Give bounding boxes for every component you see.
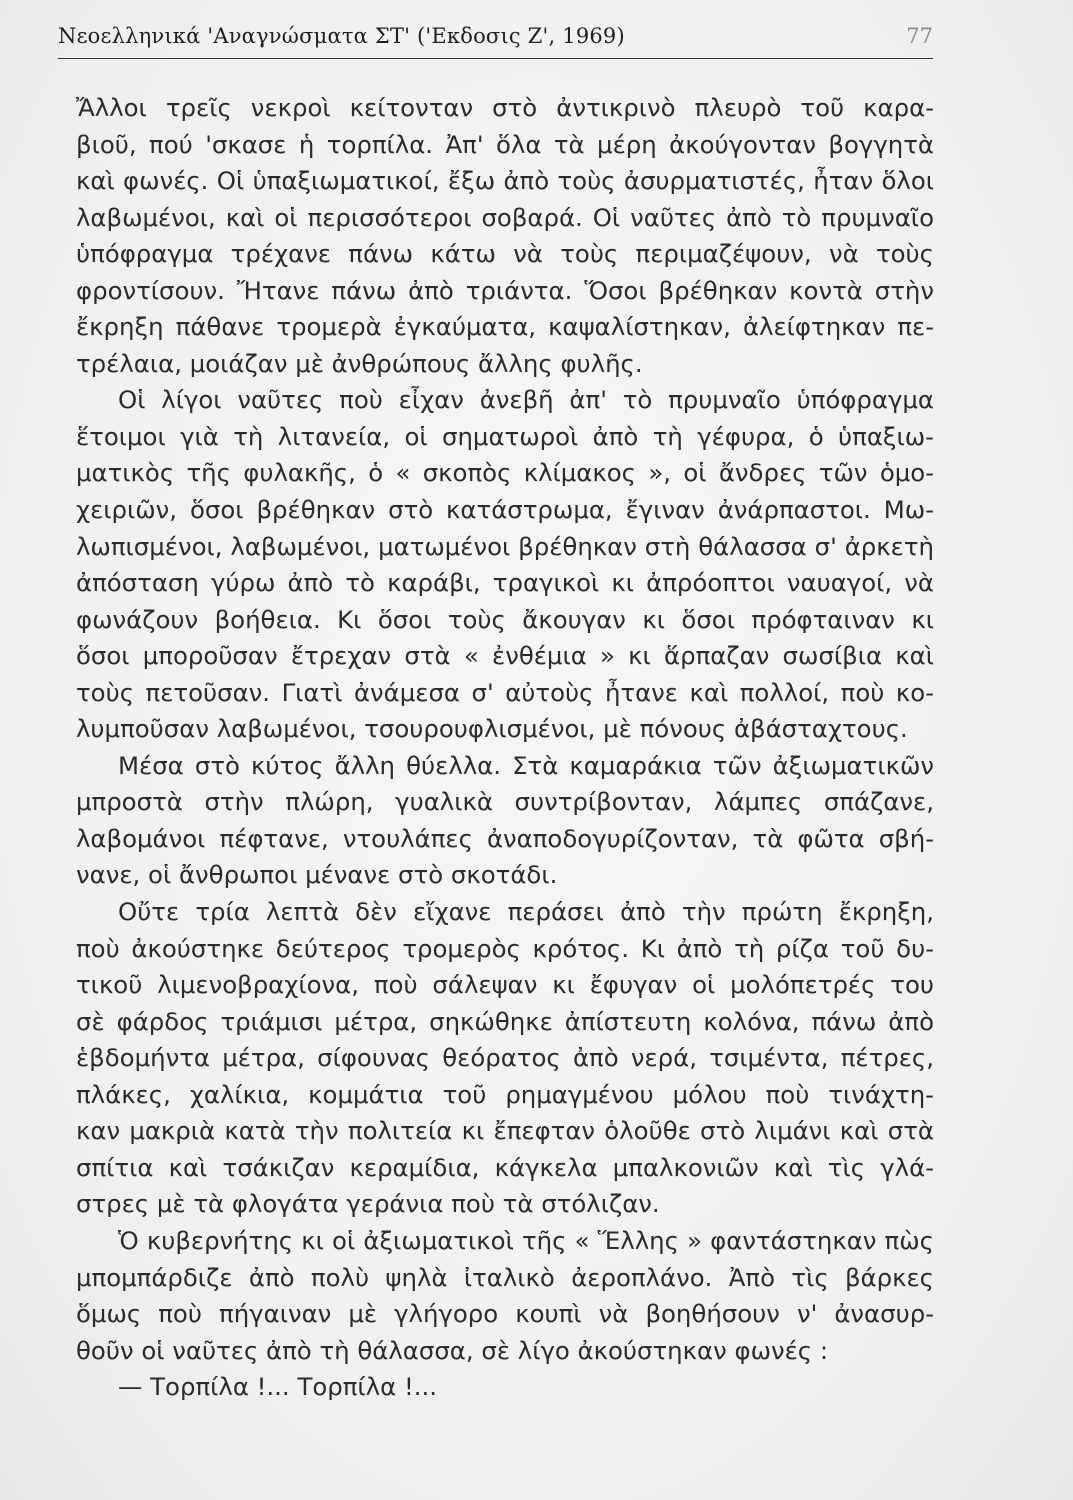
paragraph xyxy=(76,1223,934,1369)
text-line: ἔκρηξη πάθανε τρομερὰ ἐγκαύματα, καψαλίστηκαν, ἀλείφτηκαν πε- xyxy=(76,312,934,342)
text-line: πλάκες, χαλίκια, κομμάτια τοῦ ρημαγμένου μόλου ποὺ τινάχτη- xyxy=(76,1079,934,1109)
text-line: καν μακριὰ κατὰ τὴν πολιτεία κι ἔπεφταν ὁλοῦθε στὸ λιμάνι καὶ στὰ xyxy=(76,1116,934,1146)
text-line: Ὁ κυβερνήτης κι οἱ ἀξιωματικοὶ τῆς « Ἕλλης » φαντάστηκαν πὼς xyxy=(118,1225,934,1255)
text-line: χειριῶν, ὅσοι βρέθηκαν στὸ κατάστρωμα, ἔγιναν ἀνάρπαστοι. Μω- xyxy=(76,495,934,525)
text-line: ἕτοιμοι γιὰ τὴ λιτανεία, οἱ σηματωροὶ ἀπὸ τὴ γέφυρα, ὁ ὑπαξιω- xyxy=(76,421,934,451)
paragraph xyxy=(76,1369,934,1406)
text-line: στρες μὲ τὰ φλογάτα γεράνια ποὺ τὰ στόλιζαν. xyxy=(76,1189,660,1219)
text-line: λαβωμένοι, καὶ οἱ περισσότεροι σοβαρά. Οἱ ναῦτες ἀπὸ τὸ πρυμναῖο xyxy=(76,202,934,232)
text-line: Μέσα στὸ κύτος ἄλλη θύελλα. Στὰ καμαράκια τῶν ἀξιωματικῶν xyxy=(118,750,934,780)
running-header xyxy=(58,18,933,59)
text-line: φροντίσουν. Ἤτανε πάνω ἀπὸ τριάντα. Ὅσοι βρέθηκαν κοντὰ στὴν xyxy=(76,275,934,305)
text-line: καὶ φωνές. Οἱ ὑπαξιωματικοί, ἔξω ἀπὸ τοὺς ἀσυρματιστές, ἦταν ὅλοι xyxy=(76,166,934,196)
paragraph xyxy=(76,748,934,894)
text-line: βιοῦ, πού 'σκασε ἡ τορπίλα. Ἀπ' ὅλα τὰ μέρη ἀκούγονταν βογγητὰ xyxy=(76,129,934,159)
text-line: θοῦν οἱ ναῦτες ἀπὸ τὴ θάλασσα, σὲ λίγο ἀκούστηκαν φωνές : xyxy=(76,1335,829,1365)
paragraph xyxy=(76,894,934,1223)
text-line: νανε, οἱ ἄνθρωποι μένανε στὸ σκοτάδι. xyxy=(76,860,558,890)
paragraph xyxy=(76,382,934,747)
header-title: Νεοελληνικά 'Αναγνώσματα ΣΤ' ('Εκδοσις Ζ', 1969) xyxy=(58,24,625,48)
text-line: τικοῦ λιμενοβραχίονα, ποὺ σάλεψαν κι ἔφυγαν οἱ μολόπετρές του xyxy=(76,970,934,1000)
text-line: ματικὸς τῆς φυλακῆς, ὁ « σκοπὸς κλίμακος », οἱ ἄνδρες τῶν ὁμο- xyxy=(76,458,934,488)
text-line: Οὔτε τρία λεπτὰ δὲν εἴχανε περάσει ἀπὸ τὴν πρώτη ἔκρηξη, xyxy=(118,897,934,927)
text-line: Ἄλλοι τρεῖς νεκροὶ κείτονταν στὸ ἀντικρινὸ πλευρὸ τοῦ καρα- xyxy=(76,93,934,122)
text-line: λαβομάνοι πέφτανε, ντουλάπες ἀναποδογυρίζονταν, τὰ φῶτα σβή- xyxy=(76,823,934,853)
text-line: ἑβδομήντα μέτρα, σίφουνας θεόρατος ἀπὸ νερά, τσιμέντα, πέτρες, xyxy=(76,1043,934,1073)
text-line: φωνάζουν βοήθεια. Κι ὅσοι τοὺς ἄκουγαν κι ὅσοι πρόφταιναν κι xyxy=(76,604,934,634)
text-line: σπίτια καὶ τσάκιζαν κεραμίδια, κάγκελα μπαλκονιῶν καὶ τὶς γλά- xyxy=(76,1152,934,1182)
text-line: μπομπάρδιζε ἀπὸ πολὺ ψηλὰ ἰταλικὸ ἀεροπλάνο. Ἀπὸ τὶς βάρκες xyxy=(76,1262,934,1292)
text-line: λυμποῦσαν λαβωμένοι, τσουρουφλισμένοι, μὲ πόνους ἀβάσταχτους. xyxy=(76,714,908,744)
text-line: ὑπόφραγμα τρέχανε πάνω κάτω νὰ τοὺς περιμαζέψουν, νὰ τοὺς xyxy=(76,239,934,269)
paragraph xyxy=(76,90,934,382)
text-line: τοὺς πετοῦσαν. Γιατὶ ἀνάμεσα σ' αὐτοὺς ἦτανε καὶ πολλοί, ποὺ κο- xyxy=(76,677,934,707)
text-line: μπροστὰ στὴν πλώρη, γυαλικὰ συντρίβονταν, λάμπες σπάζανε, xyxy=(76,787,934,817)
text-line: σὲ φάρδος τριάμισι μέτρα, σηκώθηκε ἀπίστευτη κολόνα, πάνω ἀπὸ xyxy=(76,1006,934,1036)
text-line: ἀπόσταση γύρω ἀπὸ τὸ καράβι, τραγικοὶ κι ἀπρόοπτοι ναυαγοί, νὰ xyxy=(76,568,934,598)
text-line: ὅμως ποὺ πήγαιναν μὲ γλήγορο κουπὶ νὰ βοηθήσουν ν' ἀνασυρ- xyxy=(76,1299,934,1329)
text-line: τρέλαια, μοιάζαν μὲ ἀνθρώπους ἄλλης φυλῆς. xyxy=(76,348,643,378)
page-number: 77 xyxy=(906,24,933,48)
text-line: — Τορπίλα !... Τορπίλα !... xyxy=(118,1372,437,1402)
text-line: ὅσοι μποροῦσαν ἔτρεχαν στὰ « ἐνθέμια » κι ἅρπαζαν σωσίβια καὶ xyxy=(76,641,934,671)
text-line: Οἱ λίγοι ναῦτες ποὺ εἶχαν ἀνεβῆ ἀπ' τὸ πρυμναῖο ὑπόφραγμα xyxy=(118,385,934,415)
body-text xyxy=(76,90,934,1406)
text-line: λωπισμένοι, λαβωμένοι, ματωμένοι βρέθηκαν στὴ θάλασσα σ' ἀρκετὴ xyxy=(76,531,934,561)
text-line: ποὺ ἀκούστηκε δεύτερος τρομερὸς κρότος. Κι ἀπὸ τὴ ρίζα τοῦ δυ- xyxy=(76,933,934,963)
